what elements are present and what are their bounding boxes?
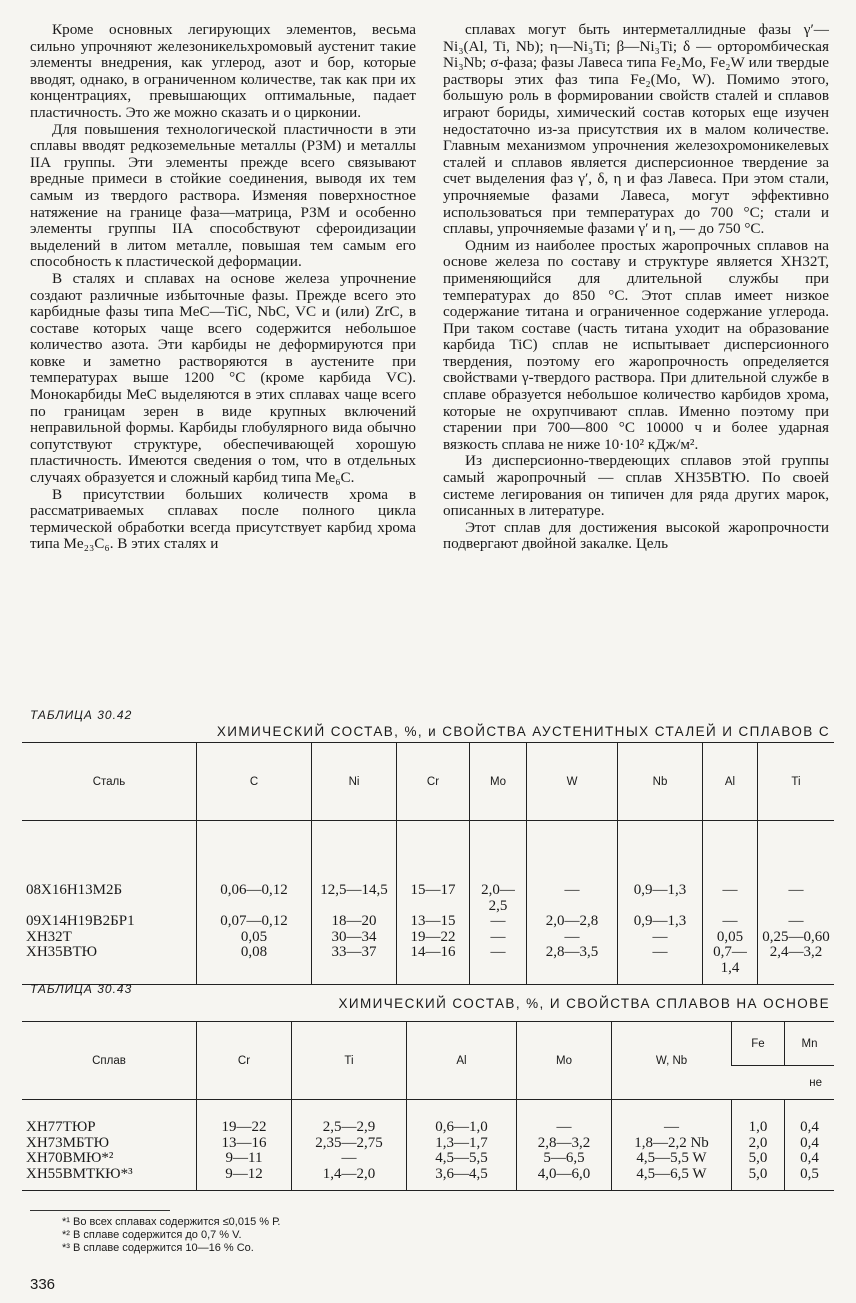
table-42	[22, 742, 834, 985]
table-cell: —	[703, 821, 758, 915]
table-cell: 14—16	[397, 945, 470, 985]
paragraph: Из дисперсионно-твердеющих сплавов этой группы самый жаропрочный — сплав ХН35ВТЮ. По своей системе легирования он типичен для ряда других марок, описанных в литературе.	[443, 452, 829, 520]
footnote: *³ В сплаве содержится 10—16 % Со.	[62, 1242, 254, 1254]
row-label: ХН70ВМЮ*²	[26, 1150, 114, 1166]
table-cell: 18—20	[312, 914, 397, 930]
table-cell: —	[612, 1100, 732, 1136]
table-cell: 13—15	[397, 914, 470, 930]
table-cell: 12,5—14,5	[312, 821, 397, 915]
table-cell: —	[758, 821, 835, 915]
table-43-label: ТАБЛИЦА 30.43	[30, 982, 133, 996]
col-header: Fe	[732, 1022, 785, 1066]
table-cell: 4,5—5,5 W	[612, 1151, 732, 1167]
table-cell: —	[470, 914, 527, 930]
table-cell: —	[292, 1151, 407, 1167]
text-column-left	[30, 22, 416, 553]
row-label: ХН77ТЮР	[26, 1119, 96, 1135]
table-cell: 0,4	[785, 1151, 835, 1167]
paragraph: Этот сплав для достижения высокой жаропрочности подвергают двойной закалке. Цель	[443, 518, 829, 553]
table-cell: —	[470, 945, 527, 985]
table-row	[22, 945, 834, 985]
table-row	[22, 1167, 834, 1191]
col-header: Al	[407, 1022, 517, 1100]
table-cell: 0,06—0,12	[197, 821, 312, 915]
table-cell: 0,9—1,3	[618, 914, 703, 930]
table-cell: 0,07—0,12	[197, 914, 312, 930]
table-cell: 0,9—1,3	[618, 821, 703, 915]
table-cell: 4,0—6,0	[517, 1167, 612, 1191]
table-cell: 33—37	[312, 945, 397, 985]
table-43-title: ХИМИЧЕСКИЙ СОСТАВ, %, И СВОЙСТВА СПЛАВОВ НА ОСНОВЕ	[338, 996, 830, 1011]
row-label: ХН73МБТЮ	[26, 1134, 109, 1151]
col-header: W, Nb	[612, 1022, 732, 1100]
table-cell: 0,7—1,4	[703, 945, 758, 985]
table-cell: 9—11	[197, 1151, 292, 1167]
table-cell: 5,0	[732, 1151, 785, 1167]
col-header: Ni	[312, 743, 397, 821]
table-42-label: ТАБЛИЦА 30.42	[30, 708, 133, 722]
table-cell: 2,4—3,2	[758, 945, 835, 985]
table-cell: 2,35—2,75	[292, 1136, 407, 1152]
col-header: Сталь	[22, 743, 197, 821]
table-cell: 2,5—2,9	[292, 1100, 407, 1136]
table-cell: 0,05	[703, 930, 758, 946]
row-label: ХН35ВТЮ	[22, 945, 197, 985]
table-cell: 0,6—1,0	[407, 1100, 517, 1136]
table-cell: —	[527, 930, 618, 946]
table-cell: 1,4—2,0	[292, 1167, 407, 1191]
table-cell: 1,3—1,7	[407, 1136, 517, 1152]
table-cell: 2,0—2,5	[470, 821, 527, 915]
table-cell: 5—6,5	[517, 1151, 612, 1167]
paragraph: Кроме основных легирующих элементов, весьма сильно упрочняют железоникельхромовый аустенит такие элементы внедрения, как углерод, азот и бор, которые вводят, однако, в ограниченном количестве, так как при их концентрациях, превышающих оптимальные, падает пластичность. Это же можно сказать и о цирконии.	[30, 21, 416, 121]
table-cell: 0,08	[197, 945, 312, 985]
col-header: Mo	[517, 1022, 612, 1100]
table-cell: 30—34	[312, 930, 397, 946]
table-cell: 2,0—2,8	[527, 914, 618, 930]
row-label: 09Х14Н19В2БР1	[26, 913, 135, 929]
footnote-rule	[30, 1210, 170, 1211]
table-cell: 1,0	[732, 1100, 785, 1136]
col-header: Nb	[618, 743, 703, 821]
subheader: не	[732, 1066, 835, 1100]
col-header: Mn	[785, 1022, 835, 1066]
table-cell: 2,8—3,5	[527, 945, 618, 985]
col-header: Сплав	[22, 1022, 197, 1100]
col-header: Ti	[292, 1022, 407, 1100]
table-42-title: ХИМИЧЕСКИЙ СОСТАВ, %, и СВОЙСТВА АУСТЕНИТНЫХ СТАЛЕЙ И СПЛАВОВ С	[216, 724, 830, 739]
table-cell: 2,8—3,2	[517, 1136, 612, 1152]
table-cell: —	[470, 930, 527, 946]
table-row	[22, 914, 834, 930]
row-label: ХН32Т	[26, 928, 72, 945]
col-header: C	[197, 743, 312, 821]
table-cell: 1,8—2,2 Nb	[612, 1136, 732, 1152]
col-header: Cr	[197, 1022, 292, 1100]
paragraph: В сталях и сплавах на основе железа упрочнение создают различные избыточные фазы. Прежде всего это карбидные фазы типа MeC—TiC, NbC, VC и (или) ZrC, в составе которых чаще всего содержится небольшое количество азота. Эти карбиды не деформируются при ковке и заметно растворяются в аустените при температурах выше 1200 °С (кроме карбида VC). Монокарбиды MeC выделяются в этих сплавах чаще всего по границам зерен в виде крупных включений неправильной формы. Карбиды глобулярного вида обычно сопутствуют структуре, обеспечивающей хорошую пластичность. Имеются сведения о том, что в отдельных случаях образуется и сложный карбид типа Me₆C.	[30, 269, 416, 487]
table-43	[22, 1021, 834, 1191]
paragraph: В присутствии больших количеств хрома в рассматриваемых сплавах после полного цикла термической обработки всегда присутствует карбид хрома типа Me₂₃C₆. В этих сталях и	[30, 485, 416, 553]
table-cell: 19—22	[197, 1100, 292, 1136]
table-cell: 0,5	[785, 1167, 835, 1191]
table-cell: —	[758, 914, 835, 930]
table-cell: —	[517, 1100, 612, 1136]
table-cell: 0,4	[785, 1100, 835, 1136]
paragraph: сплавах могут быть интерметаллидные фазы γ′—Ni₃(Al, Ti, Nb); η—Ni₃Ti; β—Ni₃Ti; δ — орторомбическая Ni₃Nb; σ-фаза; фазы Лавеса типа Fe₂Mo, Fe₂W или твердые растворы этих фаз типа Fe₂(Mo, W). Помимо этого, большую роль в формировании свойств сталей и сплавов играют бориды, химический состав которых еще изучен недостаточно из-за присутствия их в малом количестве. Главным механизмом упрочнения железохромоникелевых сталей и сплавов является дисперсионное твердение за счет выделения фаз γ′, δ, η и фаз Лавеса. При этом стали, упрочняемые фазами Лавеса, могут эффективно использоваться при температурах до 700 °С; стали и сплавы, упрочняемые фазами γ′ и η, — до 750 °С.	[443, 21, 829, 238]
footnote: *¹ Во всех сплавах содержится ≤0,015 % Р.	[62, 1216, 281, 1228]
table-cell: —	[703, 914, 758, 930]
paragraph: Одним из наиболее простых жаропрочных сплавов на основе железа по составу и структуре является ХН32Т, применяющийся для длительной службы при температурах до 850 °С. Этот сплав имеет низкое содержание титана и ограниченное содержание углерода. При таком составе (часть титана уходит на образование карбида TiC) сплав не испытывает дисперсионного твердения, поэтому его жаропрочность определяется свойствами γ-твердого раствора. При длительной службе в сплаве образуется небольшое количество карбидов хрома, которые не охрупчивают сплав. Именно поэтому при старении при 700—800 °С 10000 ч и более ударная вязкость сплава не ниже 10·10² кДж/м².	[443, 236, 829, 453]
col-header: W	[527, 743, 618, 821]
table-cell: 4,5—6,5 W	[612, 1167, 732, 1191]
table-row	[22, 1136, 834, 1152]
col-header: Al	[703, 743, 758, 821]
table-row	[22, 821, 834, 915]
table-row	[22, 1100, 834, 1136]
table-row	[22, 930, 834, 946]
table-cell: —	[618, 945, 703, 985]
table-cell: 13—16	[197, 1136, 292, 1152]
table-cell: —	[527, 821, 618, 915]
text-column-right	[443, 22, 829, 553]
table-cell: 0,05	[197, 930, 312, 946]
table-cell: 0,25—0,60	[758, 930, 835, 946]
col-header: Cr	[397, 743, 470, 821]
row-label: ХН55ВМТКЮ*³	[22, 1167, 197, 1191]
page-number: 336	[30, 1276, 56, 1293]
footnote: *² В сплаве содержится до 0,7 % V.	[62, 1229, 242, 1241]
table-cell: 0,4	[785, 1136, 835, 1152]
col-header: Ti	[758, 743, 835, 821]
col-header: Mo	[470, 743, 527, 821]
footnotes	[62, 1216, 280, 1255]
table-cell: 3,6—4,5	[407, 1167, 517, 1191]
table-cell: 4,5—5,5	[407, 1151, 517, 1167]
table-cell: —	[618, 930, 703, 946]
table-cell: 19—22	[397, 930, 470, 946]
table-row	[22, 1151, 834, 1167]
table-cell: 2,0	[732, 1136, 785, 1152]
table-cell: 5,0	[732, 1167, 785, 1191]
table-cell: 15—17	[397, 821, 470, 915]
paragraph: Для повышения технологической пластичности в эти сплавы вводят редкоземельные металлы (РЗМ) и металлы IIА группы. Эти элементы прежде всего связывают вредные примеси в стойкие соединения, выводя их тем самым из твердого раствора. Изменяя поверхностное натяжение на границе фаза—матрица, РЗМ и особенно элементы группы IIА способствуют сфероидизации выделений в литом металле, повышая тем самым его способность к пластической деформации.	[30, 120, 416, 271]
row-label: 08Х16Н13М2Б	[26, 882, 123, 898]
table-cell: 9—12	[197, 1167, 292, 1191]
